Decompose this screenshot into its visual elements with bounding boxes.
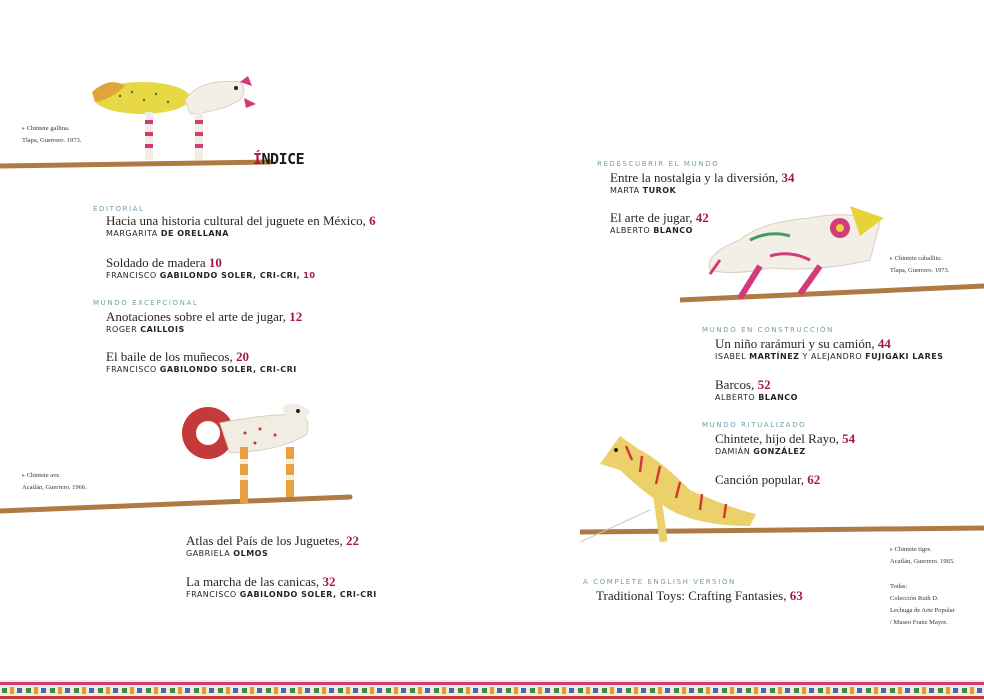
section-label: EDITORIAL xyxy=(93,205,145,213)
toc-entry[interactable]: Entre la nostalgia y la diversión, 34 MARTA TUROK xyxy=(610,170,795,195)
index-title: ÍNDICE xyxy=(253,150,305,168)
toc-entry[interactable]: Atlas del País de los Juguetes, 22 GABRIELA OLMOS xyxy=(186,533,359,558)
toc-entry[interactable]: Barcos, 52 ALBERTO BLANCO xyxy=(715,377,798,402)
toc-entry[interactable]: Chintete, hijo del Rayo, 54 DAMIÁN GONZÁLEZ xyxy=(715,431,856,456)
page-number: 44 xyxy=(877,336,891,351)
page-number: 62 xyxy=(807,472,821,487)
page-number: 42 xyxy=(695,210,709,225)
chintete-ave-illustration xyxy=(0,395,360,520)
article-title: Entre la nostalgia y la diversión, xyxy=(610,170,779,185)
section-label: REDESCUBRIR EL MUNDO xyxy=(597,160,720,168)
toc-entry[interactable]: El baile de los muñecos, 20 FRANCISCO GABILONDO SOLER, CRI-CRI xyxy=(106,349,297,374)
caption-credits: Todas: Colección Ruth D. Lechuga de Arte Popular / Museo Franz Mayer. xyxy=(890,583,955,626)
page-number: 12 xyxy=(289,309,303,324)
page-number: 52 xyxy=(757,377,771,392)
section-label: A COMPLETE ENGLISH VERSION xyxy=(583,578,736,586)
section-label: MUNDO EN CONSTRUCCIÓN xyxy=(702,326,834,334)
section-label: MUNDO EXCEPCIONAL xyxy=(93,299,199,307)
caption-arrow-icon: ▸ xyxy=(890,547,894,553)
caption-gallina: ▸ Chintete gallina. Tlapa, Guerrero. 1973. xyxy=(22,125,82,144)
article-title: El arte de jugar, xyxy=(610,210,693,225)
page-number: 20 xyxy=(235,349,249,364)
caption-ave: ▸ Chintete ave. Acatlán, Guerrero. 1966. xyxy=(22,472,87,491)
toc-entry[interactable]: El arte de jugar, 42 ALBERTO BLANCO xyxy=(610,210,709,235)
article-title: Un niño rarámuri y su camión, xyxy=(715,336,875,351)
embroidered-border xyxy=(0,680,984,700)
article-title: Chintete, hijo del Rayo, xyxy=(715,431,839,446)
article-title: Canción popular, xyxy=(715,472,805,487)
toc-entry[interactable]: La marcha de las canicas, 32 FRANCISCO GABILONDO SOLER, CRI-CRI xyxy=(186,574,377,599)
article-title: Barcos, xyxy=(715,377,755,392)
page-number: 10 xyxy=(208,255,222,270)
caption-tigre: ▸ Chintete tigre. Acatlán, Guerrero. 1965. xyxy=(890,546,955,565)
caption-caballito: ▸ Chintete caballito. Tlapa, Guerrero. 1973. xyxy=(890,255,950,274)
article-title: Hacia una historia cultural del juguete en México, xyxy=(106,213,366,228)
toc-entry[interactable]: Un niño rarámuri y su camión, 44 ISABEL MARTÍNEZ Y ALEJANDRO FUJIGAKI LARES xyxy=(715,336,944,361)
toc-entry[interactable] xyxy=(715,472,820,488)
caption-arrow-icon: ▸ xyxy=(890,256,894,262)
section-label: MUNDO RITUALIZADO xyxy=(702,421,807,429)
article-title: Soldado de madera xyxy=(106,255,206,270)
page-number: 63 xyxy=(789,588,803,603)
page-number: 54 xyxy=(842,431,856,446)
toc-entry[interactable]: Anotaciones sobre el arte de jugar, 12 ROGER CAILLOIS xyxy=(106,309,303,334)
article-title: Anotaciones sobre el arte de jugar, xyxy=(106,309,286,324)
toc-entry[interactable]: Soldado de madera 10 FRANCISCO GABILONDO SOLER, CRI-CRI, 10 xyxy=(106,255,316,280)
page-number: 34 xyxy=(781,170,795,185)
page-number: 32 xyxy=(322,574,336,589)
article-title: El baile de los muñecos, xyxy=(106,349,233,364)
page-number: 6 xyxy=(369,213,376,228)
article-title: La marcha de las canicas, xyxy=(186,574,320,589)
caption-arrow-icon: ▸ xyxy=(22,473,26,479)
article-title: Atlas del País de los Juguetes, xyxy=(186,533,343,548)
page-number: 22 xyxy=(345,533,359,548)
caption-arrow-icon: ▸ xyxy=(22,126,26,132)
article-title: Traditional Toys: Crafting Fantasies, xyxy=(596,588,787,603)
toc-entry[interactable] xyxy=(596,588,803,604)
toc-entry[interactable]: Hacia una historia cultural del juguete en México, 6 MARGARITA DE ORELLANA xyxy=(106,213,376,238)
